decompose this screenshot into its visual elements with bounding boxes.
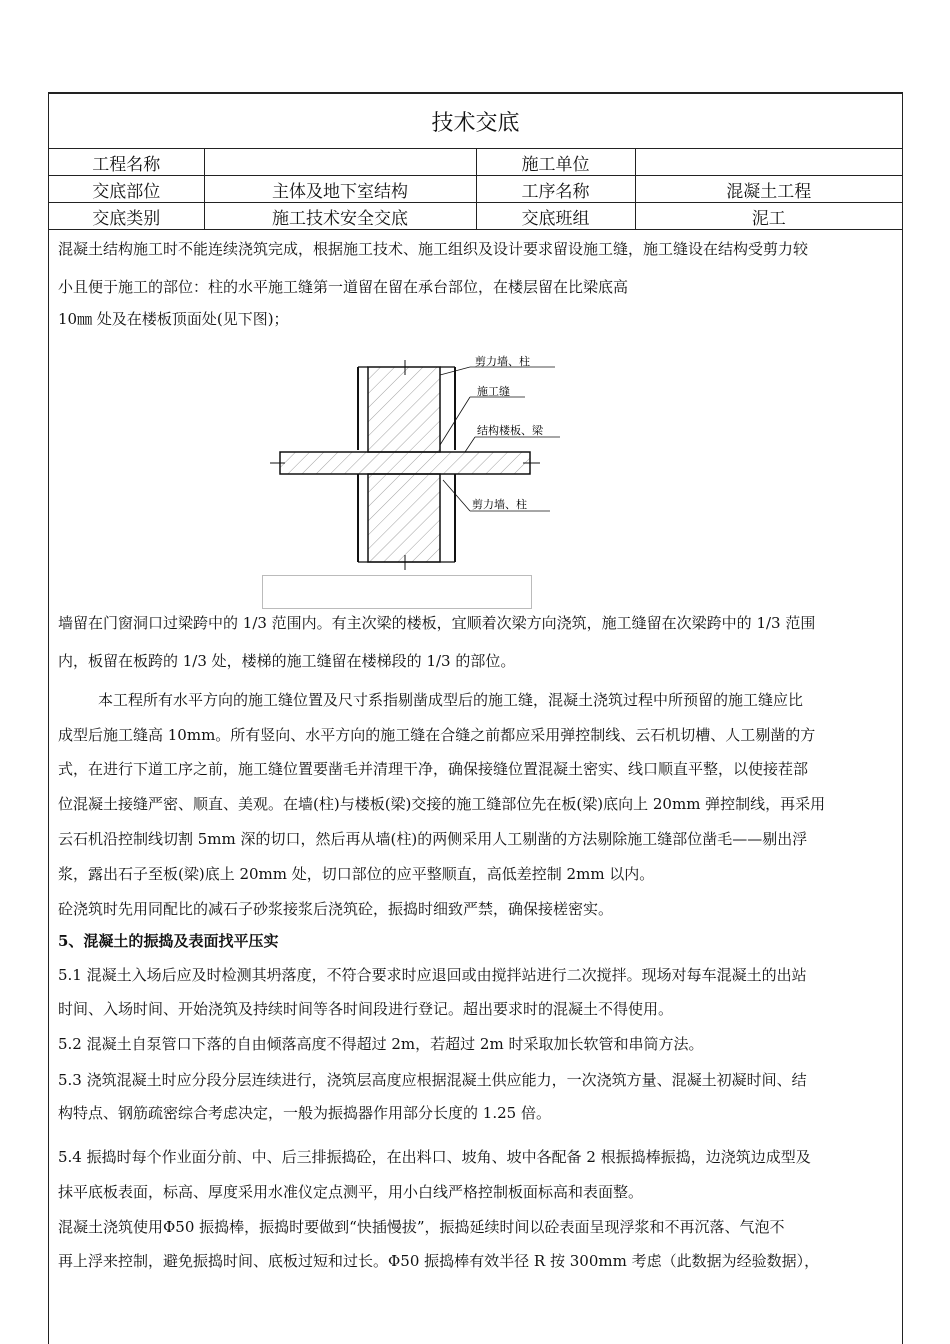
label-joint: 施工缝 [477,385,510,398]
paragraph-line: 10㎜ 处及在楼板顶面处(见下图)； [58,310,289,328]
cell-value: 主体及地下室结构 [204,176,476,203]
info-table [49,148,902,230]
paragraph-line: 云石机沿控制线切割 5mm 深的切口，然后再从墙(柱)的两侧采用人工剔凿的方法剔除施工缝部位凿毛——剔出浮 [58,830,808,848]
cell-label: 工序名称 [476,176,635,203]
construction-joint-diagram [265,355,565,585]
paragraph-line: 5.1 混凝土入场后应及时检测其坍落度，不符合要求时应退回或由搅拌站进行二次搅拌。现场对每车混凝土的出站 [58,966,807,984]
paragraph-line: 5.4 振捣时每个作业面分前、中、后三排振捣砼，在出料口、坡角、坡中各配备 2 根振捣棒振捣，边浇筑边成型及 [58,1148,811,1166]
cell-value [204,149,476,176]
paragraph-line: 抹平底板表面，标高、厚度采用水准仪定点测平，用小白线严格控制板面标高和表面整。 [58,1183,644,1201]
cell-label: 交底班组 [476,203,635,230]
paragraph-line: 内，板留在板跨的 1/3 处，楼梯的施工缝留在楼梯段的 1/3 的部位。 [58,652,516,670]
paragraph-line: 浆，露出石子至板(梁)底上 20mm 处，切口部位的应平整顺直，高低差控制 2mm 以内。 [58,865,655,883]
label-wall-top: 剪力墙、柱 [475,355,530,368]
cell-value: 混凝土工程 [635,176,902,203]
label-wall-bottom: 剪力墙、柱 [472,498,527,511]
table-row [49,176,902,203]
paragraph-line: 本工程所有水平方向的施工缝位置及尺寸系指剔凿成型后的施工缝，混凝土浇筑过程中所预留的施工缝应比 [98,691,804,709]
cell-value [635,149,902,176]
paragraph-line: 混凝土结构施工时不能连续浇筑完成，根据施工技术、施工组织及设计要求留设施工缝，施工缝设在结构受剪力较 [58,240,809,258]
paragraph-line: 混凝土浇筑使用Φ50 振捣棒，振捣时要做到“快插慢拔”，振捣延续时间以砼表面呈现浮浆和不再沉落、气泡不 [58,1218,785,1236]
paragraph-line: 成型后施工缝高 10mm。所有竖向、水平方向的施工缝在合缝之前都应采用弹控制线、云石机切槽、人工剔凿的方 [58,726,816,744]
cell-label: 交底部位 [49,176,204,203]
paragraph-line: 墙留在门窗洞口过梁跨中的 1/3 范围内。有主次梁的楼板，宜顺着次梁方向浇筑，施工缝留在次梁跨中的 1/3 范围 [58,614,816,632]
table-row [49,149,902,176]
paragraph-line: 位混凝土接缝严密、顺直、美观。在墙(柱)与楼板(梁)交接的施工缝部位先在板(梁)底向上 20mm 弹控制线，再采用 [58,795,826,813]
section-heading: 5、混凝土的振捣及表面找平压实 [58,932,279,950]
cell-value: 施工技术安全交底 [204,203,476,230]
paragraph-line: 构特点、钢筋疏密综合考虑决定，一般为振捣器作用部分长度的 1.25 倍。 [58,1104,551,1122]
paragraph-line: 式，在进行下道工序之前，施工缝位置要凿毛并清理干净，确保接缝位置混凝土密实、线口顺直平整，以使接茬部 [58,760,809,778]
cell-value: 泥工 [635,203,902,230]
paragraph-line: 小且便于施工的部位：柱的水平施工缝第一道留在留在承台部位，在楼层留在比梁底高 [58,278,629,296]
paragraph-line: 再上浮来控制，避免振捣时间、底板过短和过长。Φ50 振捣棒有效半径 R 按 300mm 考虑（此数据为经验数据）， [58,1252,820,1270]
figure-caption-box [262,575,532,609]
paragraph-line: 时间、入场时间、开始浇筑及持续时间等各时间段进行登记。超出要求时的混凝土不得使用。 [58,1000,674,1018]
cell-label: 工程名称 [49,149,204,176]
paragraph-line: 5.3 浇筑混凝土时应分段分层连续进行，浇筑层高度应根据混凝土供应能力，一次浇筑方量、混凝土初凝时间、结 [58,1071,807,1089]
label-slab: 结构楼板、梁 [477,424,543,437]
cell-label: 交底类别 [49,203,204,230]
paragraph-line: 砼浇筑时先用同配比的减石子砂浆接浆后浇筑砼，振捣时细致严禁，确保接槎密实。 [58,900,614,918]
paragraph-line: 5.2 混凝土自泵管口下落的自由倾落高度不得超过 2m，若超过 2m 时采取加长软管和串筒方法。 [58,1035,704,1053]
cell-label: 施工单位 [476,149,635,176]
document-title: 技术交底 [49,94,902,149]
table-row [49,203,902,230]
